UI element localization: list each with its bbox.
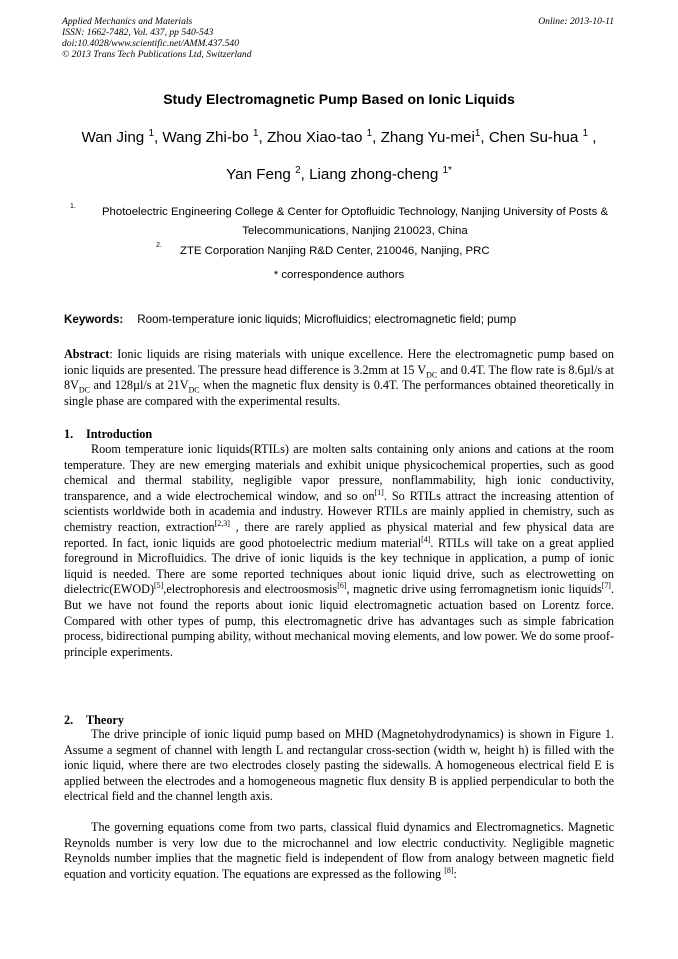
section-heading-theory [64,713,124,728]
affiliation-number: 2. [156,242,162,249]
publication-header [62,16,252,60]
author-separator: , [480,129,489,146]
text-run: . RTILs will take on a great applied foreground in Microfluidics. The drive of ionic liquids is the key technique in application, a pump of ionic liquid is needed. There are some reported techniques about ionic liquid drive, such as electrowetting on dielectric(EWOD) [64,535,615,597]
author-separator: , [258,129,267,146]
author-name: Zhang Yu-mei [380,129,475,146]
citation: [5] [154,581,164,591]
author-affiliation-mark: 1 [474,127,481,139]
text-run: Room temperature ionic liquids(RTILs) are molten salts containing only anions and cations at the room temperature. They are new emerging materials and exhibit unique physicochemical properties, such as good chemical and thermal stability, negligible vapor pressure, nonflammability, high ionic conductivity, transparence, and a wide electrochemical window, and so on [64,442,614,503]
subscript: DC [188,385,200,395]
paper-title: Study Electromagnetic Pump Based on Ionic Liquids [163,91,515,107]
section-heading-introduction [64,427,152,442]
author-name: Yan Feng [226,166,291,183]
affiliation-text: ZTE Corporation Nanjing R&D Center, 210046, Nanjing, PRC [180,245,490,257]
text-run: . But we have not found the reports about ionic liquid electromagnetic actuation based on Lorentz force. Compared with other types of pump, this electromagnetic drive has advantages such as simple fabrication process, bidirectional pumping ability, without mechanical moving elements, and low power. We do some proof-principle experiments. [64,582,614,659]
citation: [6] [337,581,347,591]
text-run: : [453,866,457,881]
author-affiliation-mark: 1 [366,127,373,139]
abstract-label: Abstract [64,347,110,361]
author-affiliation-mark: 1* [442,164,452,176]
text-run: : Ionic liquids are rising materials with unique excellence. Here the electromagnetic pump based on ionic liquids are presented. The pressure head difference is 3.2mm at 15 V [64,347,614,377]
correspondence-note: * correspondence authors [273,269,405,281]
paragraph [64,820,614,882]
keywords-text: Room-temperature ionic liquids; Microfluidics; electromagnetic field; pump [137,313,517,326]
section-number: 1. [64,427,74,441]
author-separator: , [588,129,597,146]
author-line-1 [40,129,638,146]
author-separator: , [153,129,163,146]
text-run: The governing equations come from two parts, classical fluid dynamics and Electromagnetics. Magnetic Reynolds number is very low due to the microchannel and low electric conductivity. Negligible magnetic Reynolds number implies that the magnetic field is independent of flow from analogy between magnetic field equation and vorticity equation. The equations are expressed as the following [64,820,614,881]
text-run: and 0.4T. The flow rate is 8.6µl/s at 8V [64,362,614,393]
author-name: Liang zhong-cheng [309,166,439,183]
keywords [64,313,516,326]
citation: [2,3] [214,518,230,528]
keywords-label: Keywords: [64,313,124,326]
issn-line: ISSN: 1662-7482, Vol. 437, pp 540-543 [62,27,214,38]
citation: [1] [374,487,384,497]
author-name: Wang Zhi-bo [162,129,249,146]
journal-name: Applied Mechanics and Materials [62,16,193,27]
affiliation-text: Photoelectric Engineering College & Center for Optofluidic Technology, Nanjing University of Posts & Telecommunications, Nanjing 210023, China [101,206,609,237]
author-line-2 [40,166,638,183]
text-run: when the magnetic flux density is 0.4T. The performances obtained theoretically in single phase are compared with the experimental results. [64,378,615,408]
text-run: ,electrophoresis and electroosmosis [163,582,338,597]
author-affiliation-mark: 1 [582,127,589,139]
citation: [7] [601,581,611,591]
subscript: DC [78,385,90,395]
section-title: Theory [86,713,124,727]
author-name: Wan Jing [81,129,145,146]
affiliation-number: 1. [70,203,76,210]
section-title: Introduction [86,427,153,441]
paragraph [64,442,614,660]
online-date: Online: 2013-10-11 [538,16,614,27]
author-affiliation-mark: 1 [148,127,154,139]
abstract [64,347,614,409]
author-affiliation-mark: 1 [253,127,259,139]
text-run: The drive principle of ionic liquid pump based on MHD (Magnetohydrodynamics) is shown in Figure 1. Assume a segment of channel with length L and rectangular cross-section (width w, height h) is filled with the ionic liquid, where there are two electrodes closely pasting the sidewalls. A homogeneous electrical field E is applied between the electrodes and a homogeneous magnetic flux density B is applied perpendicular to both the electrical field and the channel length axis. [64,727,614,804]
citation: [4] [421,534,431,544]
text-run: and 128µl/s at 21V [89,378,189,393]
text-run: , magnetic drive using ferromagnetism ionic liquids [346,582,602,597]
text-run: . So RTILs attract the increasing attention of scientists worldwide both in academia and industry. However RTILs are mainly applied in chemistry, such as chemistry reaction, extraction [64,488,614,534]
citation: [8] [444,865,454,875]
paragraph [64,727,614,805]
doi-line: doi:10.4028/www.scientific.net/AMM.437.540 [62,38,240,49]
text-run: , there are rarely applied as physical material and few physical data are reported. In fact, ionic liquids are good photoelectric medium material [64,519,614,550]
author-name: Chen Su-hua [488,129,579,146]
copyright-line: © 2013 Trans Tech Publications Ltd, Switzerland [62,49,252,60]
author-affiliation-mark: 2 [295,164,301,176]
subscript: DC [426,370,438,380]
author-separator: , [300,166,310,183]
author-name: Zhou Xiao-tao [266,129,363,146]
author-separator: , [372,129,381,146]
section-number: 2. [64,713,74,727]
